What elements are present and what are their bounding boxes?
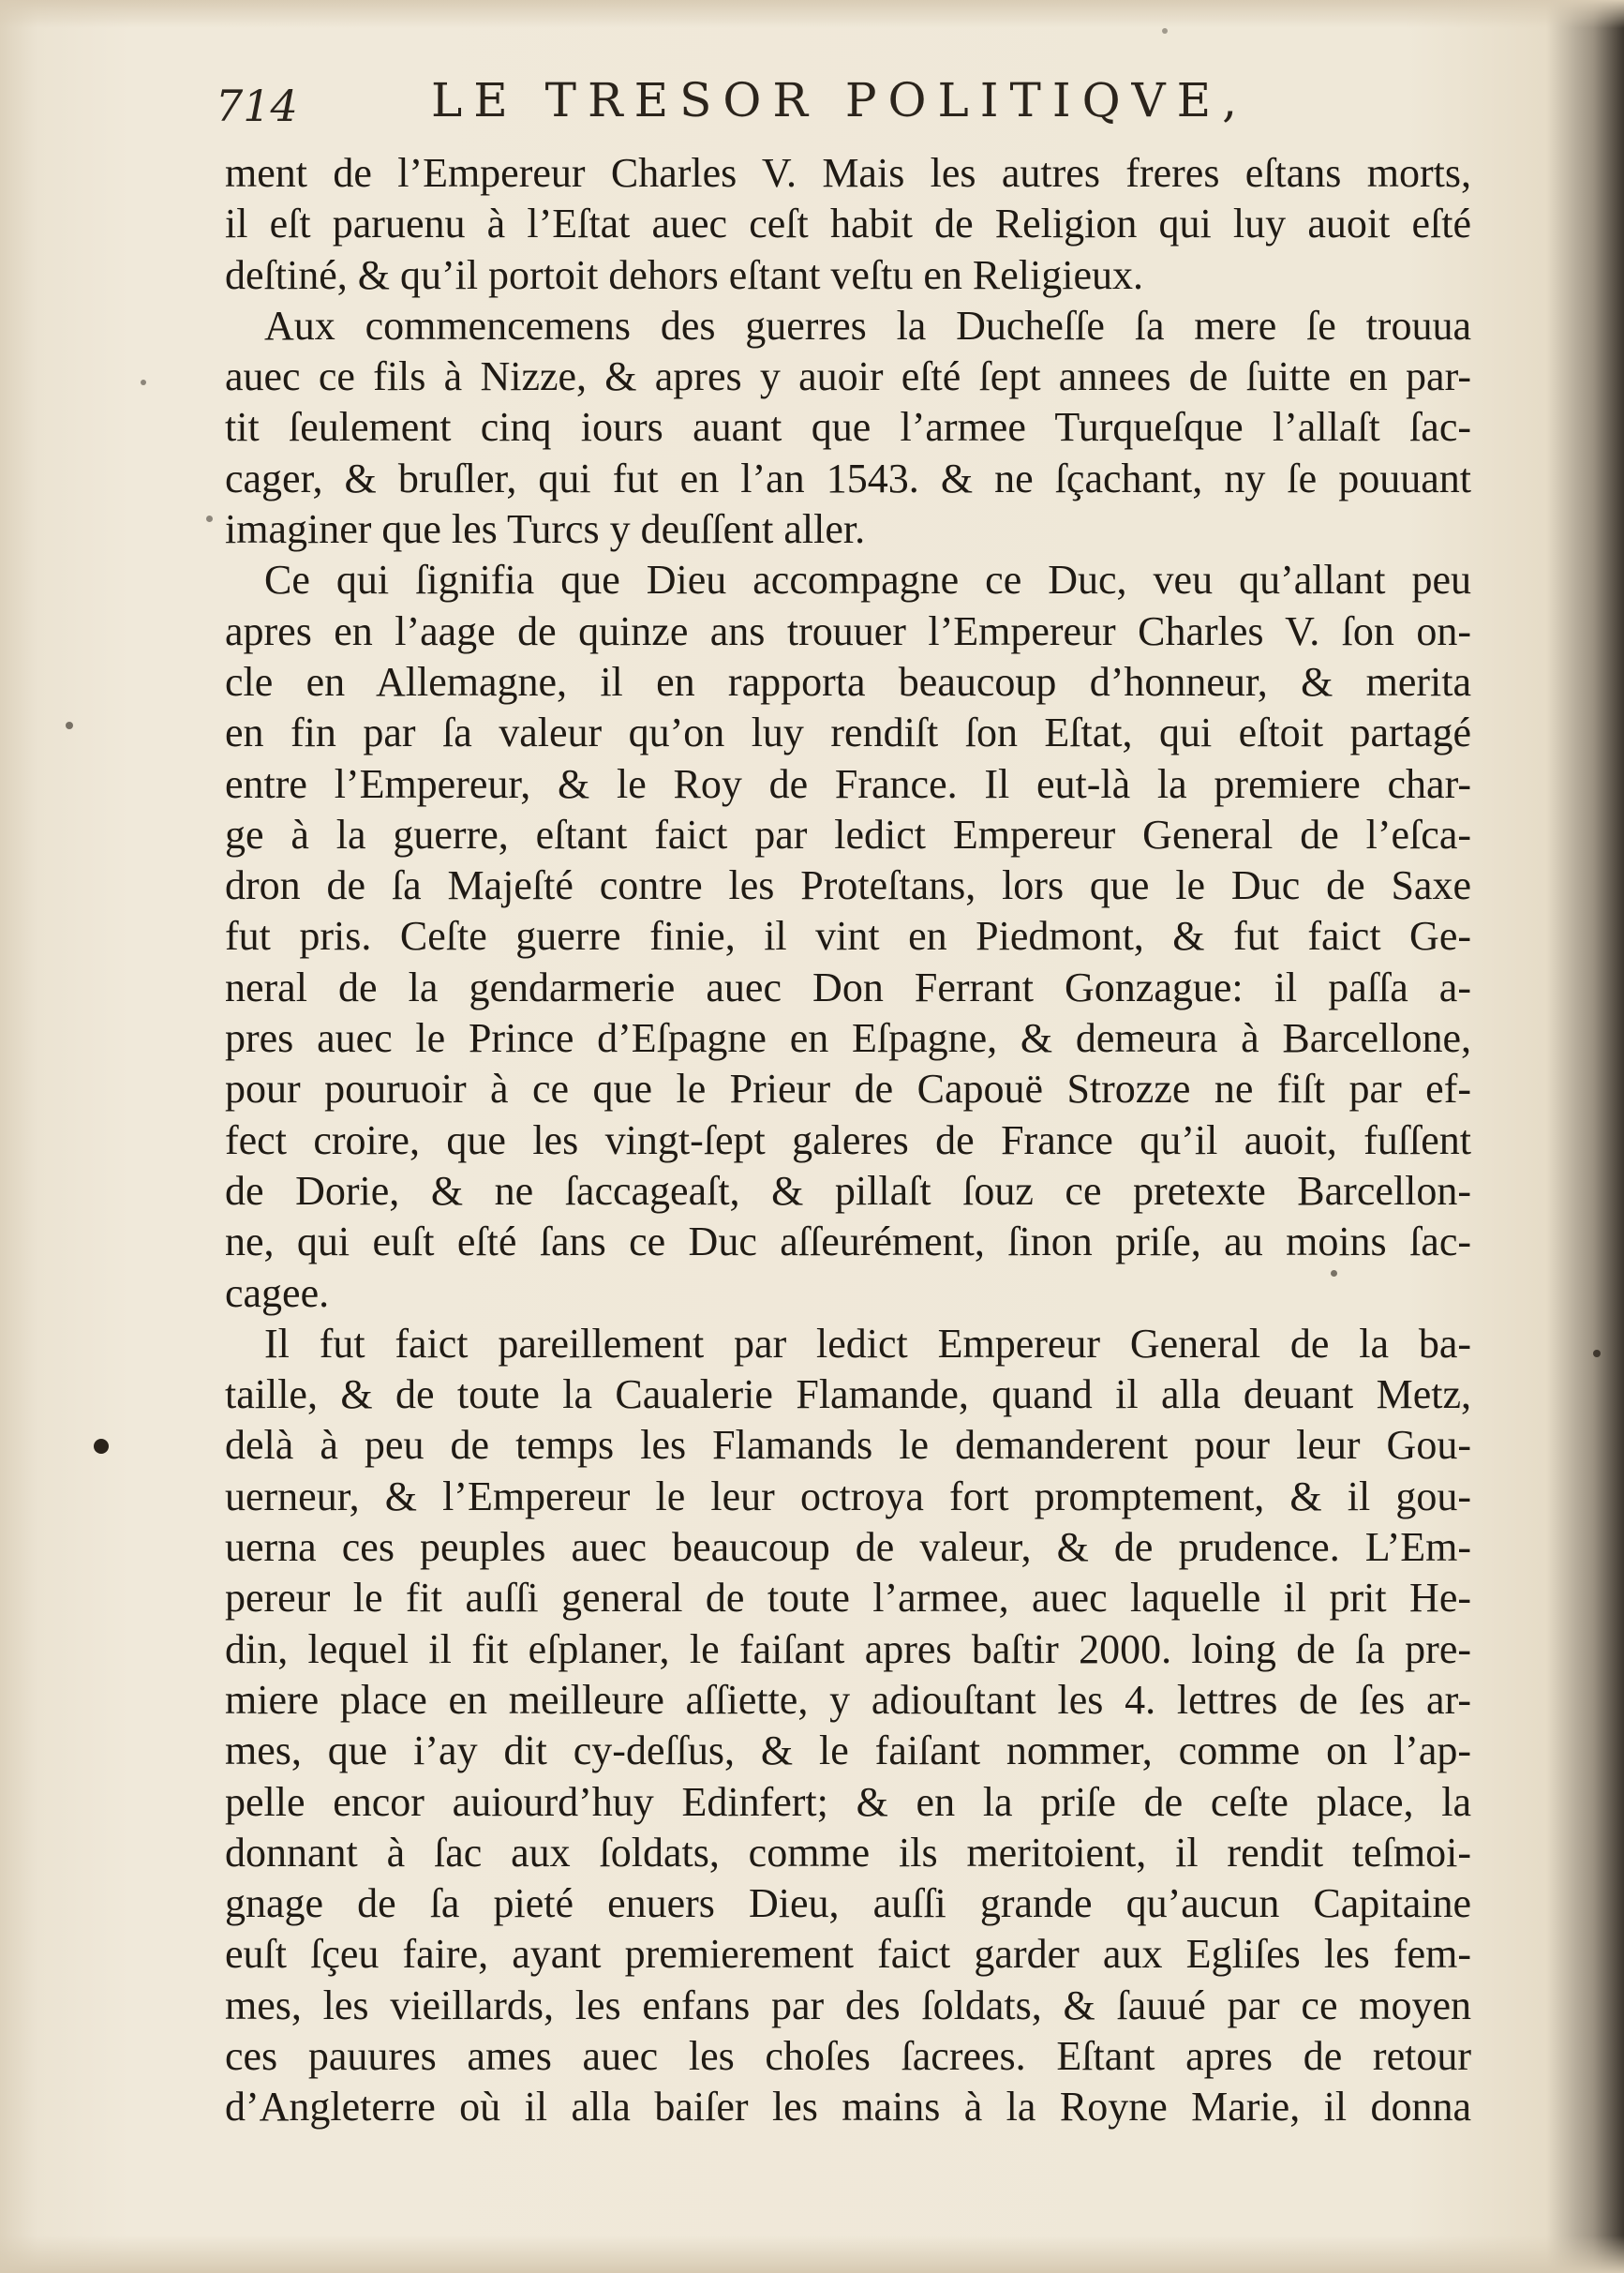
text-line: deſtiné, & qu’il portoit dehors eſtant veſtu en Religieux. <box>225 251 1144 298</box>
text-line: en fin par ſa valeur qu’on luy rendiſt ſon Eſtat, qui eſtoit partagé <box>225 710 1471 756</box>
text-line: mes, les vieillards, les enfans par des ſoldats, & ſauué par ce moyen <box>225 1981 1471 2028</box>
text-line: entre l’Empereur, & le Roy de France. Il eut-là la premiere char- <box>225 760 1471 807</box>
text-line: pelle encor auiourd’huy Edinfert; & en la priſe de ceſte place, la <box>225 1778 1471 1825</box>
paragraph <box>225 301 1471 555</box>
text-line: pereur le fit auſſi general de toute l’armee, auec laquelle il prit He- <box>225 1575 1471 1622</box>
text-line: pour pouruoir à ce que le Prieur de Capouë Strozze ne fiſt par ef- <box>225 1066 1471 1113</box>
text-line: imaginer que les Turcs y deuſſent aller. <box>225 506 866 553</box>
text-line: Ce qui ſignifia que Dieu accompagne ce Duc, veu qu’allant peu <box>264 557 1471 604</box>
text-line: auec ce fils à Nizze, & apres y auoir eſté ſept annees de ſuitte en par- <box>225 353 1471 400</box>
ink-speck <box>94 1439 109 1454</box>
page-shadow-bottom <box>0 2236 1624 2273</box>
text-line: miere place en meilleure aſſiette, y adiouſtant les 4. lettres de ſes ar- <box>225 1676 1471 1723</box>
text-line: ne, qui euſt eſté ſans ce Duc aſſeurément, ſinon priſe, au moins ſac- <box>225 1219 1471 1265</box>
text-line: uerneur, & l’Empereur le leur octroya fort promptement, & il gou- <box>225 1473 1471 1519</box>
text-line: Il fut faict pareillement par ledict Empereur General de la ba- <box>264 1320 1471 1367</box>
text-line: pres auec le Prince d’Eſpagne en Eſpagne, & demeura à Barcellone, <box>225 1015 1471 1062</box>
text-line: cle en Allemagne, il en rapporta beaucoup d’honneur, & merita <box>225 658 1471 705</box>
paragraph <box>225 148 1471 301</box>
page-shadow-top <box>0 0 1624 28</box>
text-line: apres en l’aage de quinze ans trouuer l’Empereur Charles V. ſon on- <box>225 607 1471 654</box>
ink-speck <box>1593 1350 1601 1357</box>
text-line: fect croire, que les vingt-ſept galeres de France qu’il auoit, fuſſent <box>225 1116 1471 1163</box>
ink-speck <box>206 516 213 522</box>
paragraph <box>225 555 1471 1318</box>
text-line: Aux commencemens des guerres la Ducheſſe ſa mere ſe trouua <box>264 302 1471 349</box>
body-text <box>225 148 1471 2133</box>
page-number: 714 <box>216 81 298 131</box>
text-line: din, lequel il fit eſplaner, le faiſant apres baſtir 2000. loing de ſa pre- <box>225 1625 1471 1672</box>
text-line: dron de ſa Majeſté contre les Proteſtans, lors que le Duc de Saxe <box>225 862 1471 909</box>
paragraph <box>225 1319 1471 2133</box>
text-line: fut pris. Ceſte guerre finie, il vint en Piedmont, & fut faict Ge- <box>225 913 1471 960</box>
text-line: cagee. <box>225 1269 330 1316</box>
text-line: mes, que i’ay dit cy-deſſus, & le faiſant nommer, comme on l’ap- <box>225 1727 1471 1774</box>
text-line: donnant à ſac aux ſoldats, comme ils meritoient, il rendit teſmoi- <box>225 1829 1471 1876</box>
text-line: neral de la gendarmerie auec Don Ferrant Gonzague: il paſſa a- <box>225 964 1471 1010</box>
text-line: ge à la guerre, eſtant faict par ledict Empereur General de l’eſca- <box>225 811 1471 858</box>
text-line: delà à peu de temps les Flamands le demanderent pour leur Gou- <box>225 1422 1471 1469</box>
text-line: ces pauures ames auec les choſes ſacrees. Eſtant apres de retour <box>225 2032 1471 2079</box>
ink-speck <box>66 722 73 729</box>
ink-speck <box>1162 28 1168 34</box>
running-title: LE TRESOR POLITIQVE, <box>431 73 1249 127</box>
text-line: il eſt paruenu à l’Eſtat auec ceſt habit de Religion qui luy auoit eſté <box>225 201 1471 247</box>
ink-speck <box>141 380 146 385</box>
text-line: uerna ces peuples auec beaucoup de valeur, & de prudence. L’Em- <box>225 1524 1471 1571</box>
text-line: euſt ſçeu faire, ayant premierement faict garder aux Egliſes les fem- <box>225 1931 1471 1978</box>
text-line: gnage de ſa pieté enuers Dieu, auſſi grande qu’aucun Capitaine <box>225 1880 1471 1927</box>
text-line: d’Angleterre où il alla baiſer les mains à la Royne Marie, il donna <box>225 2084 1471 2131</box>
text-line: taille, & de toute la Caualerie Flamande, quand il alla deuant Metz, <box>225 1371 1471 1418</box>
text-line: tit ſeulement cinq iours auant que l’armee Turqueſque l’allaſt ſac- <box>225 404 1471 451</box>
text-line: cager, & bruſler, qui fut en l’an 1543. & ne ſçachant, ny ſe pouuant <box>225 455 1471 501</box>
page-header <box>216 73 1303 139</box>
text-line: ment de l’Empereur Charles V. Mais les autres freres eſtans morts, <box>225 150 1471 196</box>
text-line: de Dorie, & ne ſaccageaſt, & pillaſt ſouz ce pretexte Barcellon- <box>225 1167 1471 1214</box>
